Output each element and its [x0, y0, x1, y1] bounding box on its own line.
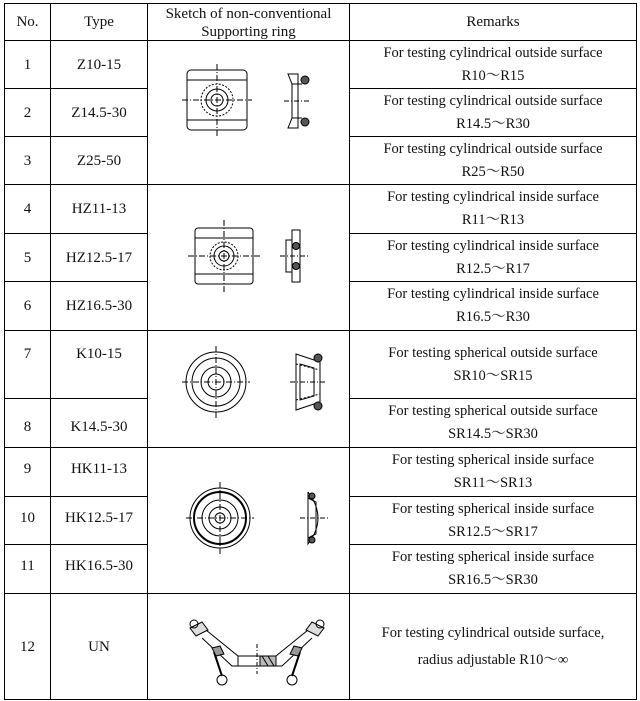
- row-type-text: Z25-50: [76, 152, 122, 169]
- row-no: [5, 448, 50, 489]
- row-no-text: 1: [23, 56, 32, 73]
- row-no: [5, 399, 50, 455]
- row-type: [51, 497, 147, 539]
- row-no-text: 8: [23, 419, 32, 435]
- row-remark: [350, 89, 636, 136]
- row-remark: [350, 282, 636, 330]
- remark-line2: radius adjustable R10～∞: [417, 651, 569, 668]
- remark-line1: For testing spherical inside surface: [391, 500, 595, 517]
- hk-ring-sketch-icon: [180, 478, 330, 568]
- remark-line2: SR10～SR15: [453, 367, 533, 384]
- row-no: [5, 89, 50, 136]
- remark-line2: SR16.5～SR30: [448, 572, 538, 588]
- remark-line2: R16.5～R30: [456, 309, 530, 325]
- k-ring-sketch-icon: [180, 340, 330, 430]
- header-type: [51, 4, 147, 40]
- row-type-text: HZ16.5-30: [65, 298, 133, 314]
- row-no-text: 10: [20, 510, 35, 526]
- remark-line1: For testing spherical outside surface: [388, 403, 598, 419]
- row-no: [5, 234, 50, 281]
- row-remark: [350, 448, 636, 496]
- row-remark: [350, 399, 636, 447]
- row-type-text: HK11-13: [70, 460, 128, 477]
- row-no-text: 12: [20, 638, 35, 655]
- row-type: [51, 545, 147, 586]
- row-no: [5, 282, 50, 330]
- remark-line1: For testing cylindrical outside surface: [383, 92, 603, 109]
- grid-line: [4, 699, 637, 700]
- row-remark: [350, 594, 636, 699]
- row-type-text: Z10-15: [76, 56, 122, 73]
- row-no-text: 3: [23, 152, 32, 169]
- remark-line2: SR12.5～SR17: [448, 523, 538, 540]
- z-ring-sketch-icon: [180, 62, 330, 142]
- row-no: [5, 594, 50, 699]
- row-type-text: Z14.5-30: [71, 104, 127, 121]
- remark-line2: SR14.5～SR30: [448, 426, 538, 442]
- remark-line2: R10～R15: [461, 67, 525, 84]
- header-type-label: Type: [84, 14, 114, 30]
- header-sketch: [148, 4, 349, 41]
- row-type: [51, 282, 147, 330]
- row-no: [5, 137, 50, 184]
- row-type: [51, 399, 147, 455]
- row-remark: [350, 497, 636, 544]
- grid-line: [636, 3, 637, 700]
- row-no: [5, 497, 50, 539]
- row-remark: [350, 545, 636, 593]
- remark-line2: R14.5～R30: [456, 115, 530, 132]
- row-no: [5, 41, 50, 88]
- row-type: [51, 41, 147, 88]
- row-no-text: 4: [23, 201, 32, 217]
- remark-line2: R25～R50: [461, 163, 525, 180]
- grid-line: [147, 3, 148, 700]
- row-type-text: HZ12.5-17: [65, 249, 133, 266]
- row-no-text: 6: [23, 298, 32, 314]
- row-type: [51, 331, 147, 377]
- row-no-text: 11: [20, 557, 35, 574]
- header-no: [5, 4, 50, 40]
- remark-line1: For testing cylindrical outside surface: [383, 44, 603, 61]
- remark-line1: For testing spherical inside surface: [391, 549, 595, 565]
- row-type-text: K10-15: [76, 346, 122, 362]
- header-remarks: [350, 4, 636, 40]
- row-type: [51, 448, 147, 489]
- row-type-text: K14.5-30: [70, 419, 128, 435]
- header-sketch-line2: Supporting ring: [201, 24, 296, 40]
- row-type-text: UN: [88, 638, 110, 655]
- row-type: [51, 594, 147, 699]
- row-remark: [350, 331, 636, 398]
- row-no: [5, 185, 50, 233]
- row-type-text: HZ11-13: [71, 201, 127, 217]
- row-remark: [350, 234, 636, 281]
- row-type: [51, 137, 147, 184]
- remark-line1: For testing cylindrical inside surface: [387, 286, 599, 302]
- row-type: [51, 234, 147, 281]
- row-no-text: 2: [23, 104, 32, 121]
- un-ring-sketch-icon: [182, 604, 332, 692]
- row-no: [5, 331, 50, 377]
- row-type-text: HK16.5-30: [65, 557, 133, 574]
- remark-line1: For testing spherical inside surface: [391, 452, 595, 468]
- header-remarks-label: Remarks: [466, 14, 520, 30]
- row-no-text: 9: [23, 460, 32, 477]
- row-remark: [350, 41, 636, 88]
- row-no-text: 7: [23, 346, 32, 362]
- remark-line1: For testing cylindrical outside surface: [383, 140, 603, 157]
- remark-line2: R11～R13: [461, 212, 525, 228]
- remark-line2: R12.5～R17: [456, 260, 530, 277]
- row-no-text: 5: [23, 249, 32, 266]
- row-remark: [350, 137, 636, 184]
- remark-line1: For testing cylindrical inside surface: [387, 189, 599, 205]
- remark-line2: SR11～SR13: [453, 475, 533, 491]
- row-type-text: HK12.5-17: [65, 510, 133, 526]
- remark-line1: For testing cylindrical outside surface,: [381, 624, 605, 641]
- header-no-label: No.: [16, 14, 39, 30]
- hz-ring-sketch-icon: [180, 216, 330, 296]
- header-sketch-line1: Sketch of non-conventional: [165, 6, 332, 22]
- remark-line1: For testing spherical outside surface: [388, 344, 598, 361]
- row-no: [5, 545, 50, 586]
- row-remark: [350, 185, 636, 233]
- remark-line1: For testing cylindrical inside surface: [387, 237, 599, 254]
- row-type: [51, 89, 147, 136]
- row-type: [51, 185, 147, 233]
